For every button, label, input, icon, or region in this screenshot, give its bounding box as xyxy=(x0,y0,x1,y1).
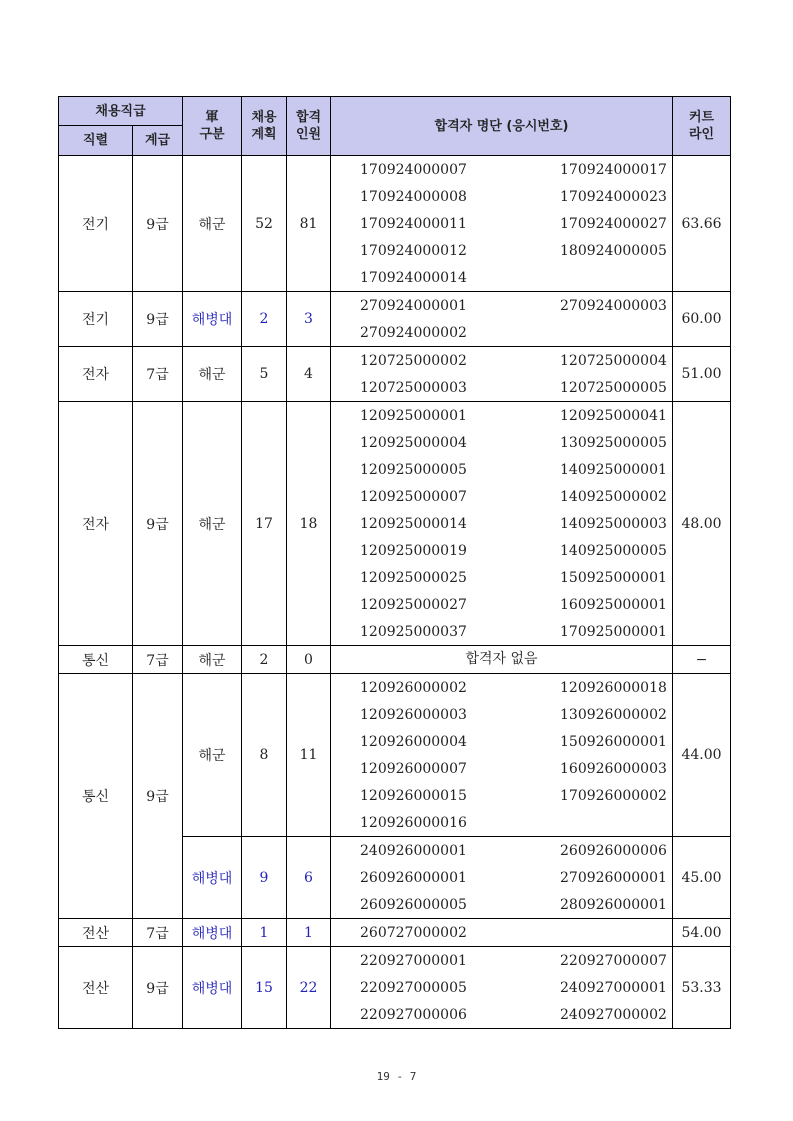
plan-cell: 9 xyxy=(242,837,287,919)
plan-cell: 1 xyxy=(242,919,287,947)
applicant-number: 130925000005 xyxy=(560,434,667,451)
applicant-number: 160926000003 xyxy=(560,760,667,777)
id-pair xyxy=(331,210,672,237)
header-field: 직렬 xyxy=(59,126,133,156)
id-pair xyxy=(331,919,672,946)
id-pair xyxy=(331,674,672,701)
service-cell: 해병대 xyxy=(183,947,242,1029)
plan-cell: 17 xyxy=(242,402,287,646)
field-cell: 전자 xyxy=(59,347,133,402)
applicant-number: 120925000025 xyxy=(360,569,467,586)
cutline-cell: 48.00 xyxy=(673,402,731,646)
applicant-number: 280926000001 xyxy=(560,896,667,913)
passed-cell: 18 xyxy=(287,402,331,646)
applicant-number: 140925000005 xyxy=(560,542,667,559)
applicant-number: 120925000007 xyxy=(360,488,467,505)
applicant-number: 120926000016 xyxy=(360,814,467,831)
id-pair xyxy=(331,974,672,1001)
id-list-cell xyxy=(331,947,673,1029)
id-list-cell xyxy=(331,919,673,947)
table-row xyxy=(59,919,731,947)
id-pair xyxy=(331,728,672,755)
id-pair xyxy=(331,564,672,591)
id-pair xyxy=(331,1001,672,1028)
cutline-cell: 53.33 xyxy=(673,947,731,1029)
field-cell: 통신 xyxy=(59,674,133,919)
field-cell: 전자 xyxy=(59,402,133,646)
applicant-number: 170925000001 xyxy=(560,623,667,640)
id-pair xyxy=(331,374,672,401)
field-cell: 전기 xyxy=(59,292,133,347)
grade-cell: 7급 xyxy=(133,347,183,402)
applicant-number: 220927000007 xyxy=(560,952,667,969)
cutline-cell: 44.00 xyxy=(673,674,731,837)
service-cell: 해군 xyxy=(183,402,242,646)
applicant-number: 120925000019 xyxy=(360,542,467,559)
applicant-number: 140925000001 xyxy=(560,461,667,478)
table-row xyxy=(59,402,731,646)
table-row xyxy=(59,347,731,402)
applicant-number: 120926000004 xyxy=(360,733,467,750)
id-pair xyxy=(331,347,672,374)
id-list-cell xyxy=(331,837,673,919)
id-list-cell xyxy=(331,292,673,347)
id-pair xyxy=(331,809,672,836)
table-row xyxy=(59,292,731,347)
header-list: 합격자 명단 (응시번호) xyxy=(331,97,673,156)
id-pair xyxy=(331,429,672,456)
id-pair xyxy=(331,156,672,183)
applicant-number: 140925000003 xyxy=(560,515,667,532)
applicant-number: 150926000001 xyxy=(560,733,667,750)
applicant-number: 120925000041 xyxy=(560,407,667,424)
applicant-number: 240926000001 xyxy=(360,842,467,859)
grade-cell: 7급 xyxy=(133,919,183,947)
table-row xyxy=(59,947,731,1029)
applicant-number: 170924000012 xyxy=(360,242,467,259)
table-row xyxy=(59,674,731,837)
header-recruit-grade: 채용직급 xyxy=(59,97,183,126)
applicant-number: 120725000003 xyxy=(360,379,467,396)
applicant-number: 120926000002 xyxy=(360,679,467,696)
cutline-cell: 45.00 xyxy=(673,837,731,919)
applicant-number: 120725000004 xyxy=(560,352,667,369)
service-cell: 해군 xyxy=(183,347,242,402)
applicant-number: 270924000002 xyxy=(360,324,467,341)
applicant-number: 240927000001 xyxy=(560,979,667,996)
plan-cell: 5 xyxy=(242,347,287,402)
applicant-number: 140925000002 xyxy=(560,488,667,505)
id-pair xyxy=(331,183,672,210)
service-cell: 해군 xyxy=(183,646,242,674)
id-list-cell xyxy=(331,347,673,402)
plan-cell: 2 xyxy=(242,292,287,347)
plan-cell: 8 xyxy=(242,674,287,837)
applicant-number: 120925000014 xyxy=(360,515,467,532)
applicant-number: 120925000037 xyxy=(360,623,467,640)
header-grade: 계급 xyxy=(133,126,183,156)
applicant-number: 170924000023 xyxy=(560,188,667,205)
id-pair xyxy=(331,701,672,728)
applicant-number: 120925000005 xyxy=(360,461,467,478)
header-plan: 채용 계획 xyxy=(242,97,287,156)
applicant-number: 170924000014 xyxy=(360,269,467,286)
id-pair xyxy=(331,591,672,618)
applicant-number: 120925000004 xyxy=(360,434,467,451)
cutline-cell: 63.66 xyxy=(673,156,731,292)
applicant-number: 120925000001 xyxy=(360,407,467,424)
plan-cell: 2 xyxy=(242,646,287,674)
passed-cell: 22 xyxy=(287,947,331,1029)
id-pair xyxy=(331,891,672,918)
grade-cell: 7급 xyxy=(133,646,183,674)
id-pair xyxy=(331,264,672,291)
cutline-cell: 60.00 xyxy=(673,292,731,347)
id-pair xyxy=(331,537,672,564)
no-pass-text: 합격자 없음 xyxy=(465,651,538,667)
id-list-cell xyxy=(331,402,673,646)
id-list-cell xyxy=(331,674,673,837)
applicant-number: 270924000003 xyxy=(560,297,667,314)
service-cell: 해병대 xyxy=(183,837,242,919)
applicant-number: 120926000018 xyxy=(560,679,667,696)
id-pair xyxy=(331,319,672,346)
passed-cell: 11 xyxy=(287,674,331,837)
applicant-number: 220927000006 xyxy=(360,1006,467,1023)
applicant-number: 260926000005 xyxy=(360,896,467,913)
applicant-number: 120926000003 xyxy=(360,706,467,723)
field-cell: 전산 xyxy=(59,947,133,1029)
id-list-cell xyxy=(331,156,673,292)
applicant-number: 220927000005 xyxy=(360,979,467,996)
service-cell: 해병대 xyxy=(183,919,242,947)
grade-cell: 9급 xyxy=(133,402,183,646)
applicant-number: 270924000001 xyxy=(360,297,467,314)
applicant-number: 120925000027 xyxy=(360,596,467,613)
applicant-number: 170924000011 xyxy=(360,215,467,232)
plan-cell: 52 xyxy=(242,156,287,292)
grade-cell: 9급 xyxy=(133,674,183,919)
service-cell: 해군 xyxy=(183,674,242,837)
applicant-number: 120926000015 xyxy=(360,787,467,804)
header-cutline: 커트 라인 xyxy=(673,97,731,156)
applicant-number: 120725000005 xyxy=(560,379,667,396)
field-cell: 통신 xyxy=(59,646,133,674)
id-pair xyxy=(331,837,672,864)
table-row xyxy=(59,156,731,292)
header-military-hanja: 軍 xyxy=(205,110,219,125)
id-pair xyxy=(331,483,672,510)
header-military-sub: 구분 xyxy=(199,127,225,142)
service-cell: 해병대 xyxy=(183,292,242,347)
passed-cell: 3 xyxy=(287,292,331,347)
table-row xyxy=(59,646,731,674)
applicant-number: 180924000005 xyxy=(560,242,667,259)
id-pair xyxy=(331,782,672,809)
id-pair xyxy=(331,456,672,483)
passed-cell: 4 xyxy=(287,347,331,402)
cutline-cell: − xyxy=(673,646,731,674)
field-cell: 전기 xyxy=(59,156,133,292)
applicant-number: 270926000001 xyxy=(560,869,667,886)
id-pair xyxy=(331,947,672,974)
results-table xyxy=(58,96,731,1029)
grade-cell: 9급 xyxy=(133,156,183,292)
plan-cell: 15 xyxy=(242,947,287,1029)
id-pair xyxy=(331,292,672,319)
passed-cell: 6 xyxy=(287,837,331,919)
header-passed: 합격 인원 xyxy=(287,97,331,156)
applicant-number: 260926000006 xyxy=(560,842,667,859)
field-cell: 전산 xyxy=(59,919,133,947)
id-pair xyxy=(331,402,672,429)
applicant-number: 120926000007 xyxy=(360,760,467,777)
applicant-number: 170924000027 xyxy=(560,215,667,232)
id-pair xyxy=(331,618,672,645)
applicant-number: 220927000001 xyxy=(360,952,467,969)
passed-cell: 1 xyxy=(287,919,331,947)
applicant-number: 170924000017 xyxy=(560,161,667,178)
applicant-number: 170924000008 xyxy=(360,188,467,205)
passed-cell: 81 xyxy=(287,156,331,292)
id-list-cell xyxy=(331,646,673,674)
grade-cell: 9급 xyxy=(133,292,183,347)
service-cell: 해군 xyxy=(183,156,242,292)
applicant-number: 260926000001 xyxy=(360,869,467,886)
page-number: 19 - 7 xyxy=(376,1070,417,1083)
header-military xyxy=(183,97,242,156)
id-pair xyxy=(331,755,672,782)
applicant-number: 170926000002 xyxy=(560,787,667,804)
passed-cell: 0 xyxy=(287,646,331,674)
id-pair xyxy=(331,510,672,537)
applicant-number: 240927000002 xyxy=(560,1006,667,1023)
id-pair xyxy=(331,864,672,891)
id-pair xyxy=(331,237,672,264)
cutline-cell: 54.00 xyxy=(673,919,731,947)
applicant-number: 160925000001 xyxy=(560,596,667,613)
cutline-cell: 51.00 xyxy=(673,347,731,402)
applicant-number: 260727000002 xyxy=(360,924,467,941)
applicant-number: 170924000007 xyxy=(360,161,467,178)
applicant-number: 150925000001 xyxy=(560,569,667,586)
grade-cell: 9급 xyxy=(133,947,183,1029)
applicant-number: 120725000002 xyxy=(360,352,467,369)
applicant-number: 130926000002 xyxy=(560,706,667,723)
